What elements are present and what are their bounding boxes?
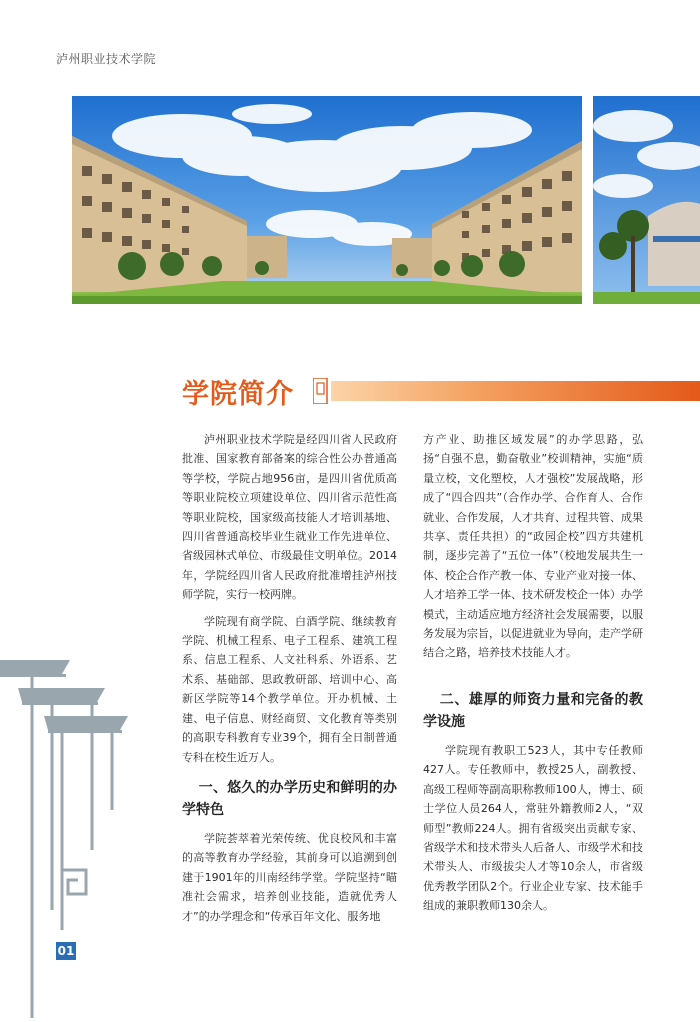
intro-paragraph: 泸州职业技术学院是经四川省人民政府批准、国家教育部备案的综合性公办普通高等学校，学院占地956亩，是四川省优质高等职业院校立项建设单位、四川省示范性高等职业院校，国家级高技能人才培训基地、四川省普通高校毕业生就业工作先进单位、省级园林式单位、市级最佳文明单位。2014年，学院经四川省人民政府批准增挂泸州技师学院，实行一校两牌。 xyxy=(182,433,397,602)
history-paragraph: 学院荟萃着光荣传统、优良校风和丰富的高等教育办学经验，其前身可以追溯到创建于1901年的川南经纬学堂。学院坚持“瞄准社会需求，培养创业技能，造就优秀人才”的办学理念和“传承百年文化、服务地 xyxy=(182,831,397,923)
subheading-faculty: 二、雄厚的师资力量和完备的教学设施 xyxy=(423,691,643,730)
subheading-history: 一、悠久的办学历史和鲜明的办学特色 xyxy=(182,779,397,818)
faculty-paragraph: 学院现有教职工523人，其中专任教师427人。专任教师中，教授25人，副教授、高级工程师等副高职称教师100人，博士、硕士学位人员264人，常驻外籍教师2人，“双师型”教师224人。拥有省级突出贡献专家、省级学术和技术带头人后备人、市级学术和技术带头人、市级拔尖人才等10余人，市省级优秀教学团队2个。行业企业专家、技术能手组成的兼职教师130余人。 xyxy=(423,743,643,913)
philosophy-paragraph: 方产业、助推区域发展”的办学思路，弘扬“自强不息，勤奋敬业”校训精神，实施“质量立校，文化塑校，人才强校”发展战略，形成了“四合四共”（合作办学、合作育人、合作就业、合作发展，人才共育、过程共管、成果共享、责任共担）的“政园企校”四方共建机制，逐步完善了“五位一体”（校地发展共生一体、校企合作产教一体、专业产业对接一体、人才培养工学一体、技术研发校企一体）办学模式，主动适应地方经济社会发展需要，以服务发展为宗旨，以促进就业为导向，走产学研结合之路，培养技术技能人才。 xyxy=(423,433,643,660)
institution-header: 泸州职业技术学院 xyxy=(56,52,157,66)
title-decoration-bar xyxy=(313,378,700,404)
left-text-column xyxy=(182,430,397,933)
departments-paragraph: 学院现有商学院、白酒学院、继续教育学院、机械工程系、电子工程系、建筑工程系、信息工程系、人文社科系、外语系、艺术系、基础部、思政教研部、培训中心、高新区学院等14个教学单位。开办机械、土建、电子信息、财经商贸、文化教育等类别的高职专科教育专业39个，拥有全日制普通专科在校生近万人。 xyxy=(182,614,397,764)
campus-photo-secondary xyxy=(593,96,700,304)
right-text-column xyxy=(423,430,643,923)
page-number-badge: 01 xyxy=(57,944,75,958)
pavilion-decoration xyxy=(0,650,140,1018)
campus-photo xyxy=(72,96,582,304)
section-title: 学院简介 xyxy=(182,379,294,410)
